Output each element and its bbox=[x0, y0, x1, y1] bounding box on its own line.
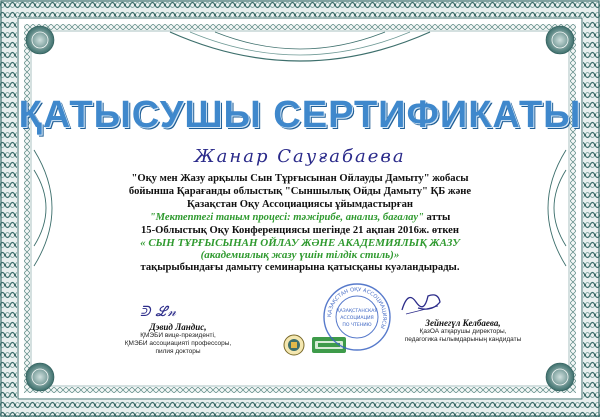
right-signatory-role-1: ҚазОА атқарушы директоры, bbox=[419, 328, 507, 335]
right-signature-mark bbox=[398, 288, 444, 318]
body-line-2: бойынша Қарағанды облыстық "Сыншылық Ойды Дамыту" ҚБ және bbox=[128, 186, 472, 197]
right-signatory bbox=[388, 318, 538, 344]
stamp-center-3: ПО ЧТЕНИЮ bbox=[342, 323, 372, 328]
left-signatory-role-2: ҚМЭБИ ассоциацияті профессоры, bbox=[124, 340, 232, 347]
conference-title: "Мектептегі таным процесі: тәжірибе, анализ, бағалау" bbox=[149, 212, 424, 223]
stamp-ring-text: ҚАЗАҚСТАН ОҚУ АССОЦИАЦИЯСЫ bbox=[326, 286, 388, 330]
left-signatory-role-1: ҚМЭБИ вице-президенті, bbox=[140, 332, 216, 339]
body-line-4-rest: атты bbox=[423, 212, 451, 223]
body-line-3: Қазақстан Оқу Ассоциациясы ұйымдастырған bbox=[187, 199, 413, 210]
recipient-name: Жанар Сауғабаева bbox=[194, 146, 406, 167]
stamp-center-1: ҚАЗАҚСТАНСКАЯ bbox=[336, 309, 378, 314]
right-signatory-name: Зейнегүл Келбаева, bbox=[425, 318, 501, 328]
body-line-5: 15-Облыстық Оқу Конференциясы шегінде 21 ақпан 2016ж. өткен bbox=[141, 225, 459, 236]
certificate-heading: ҚАТЫСУШЫ СЕРТИФИКАТЫ bbox=[18, 94, 582, 136]
right-signatory-role-2: педагогика ғылымдарының кандидаты bbox=[404, 336, 522, 343]
left-signatory-role-3: пилия докторы bbox=[155, 348, 201, 355]
body-line-1: "Оқу мен Жазу арқылы Сын Тұрғысынан Ойлауды Дамыту" жобасы bbox=[131, 173, 469, 184]
association-stamp bbox=[322, 282, 392, 352]
seminar-subtitle: (академиялық жазу үшін тілдік стиль)» bbox=[200, 249, 400, 261]
certificate-body bbox=[0, 172, 600, 274]
seminar-title: « СЫН ТҰРҒЫСЫНАН ОЙЛАУ ЖӘНЕ АКАДЕМИЯЛЫҚ ЖАЗУ bbox=[140, 237, 460, 249]
left-signatory bbox=[108, 322, 248, 356]
left-signature-mark: ᕲ ℒ𝓃 bbox=[140, 304, 177, 320]
emblem-logo bbox=[283, 334, 305, 356]
stamp-center-2: АССОЦИАЦИЯ bbox=[340, 316, 374, 321]
left-signatory-name: Дэвид Ландис, bbox=[149, 322, 207, 332]
body-line-8: тақырыбындағы дамыту семинарына қатысқаны куәландырады. bbox=[140, 262, 460, 273]
body-line-4 bbox=[0, 211, 600, 224]
